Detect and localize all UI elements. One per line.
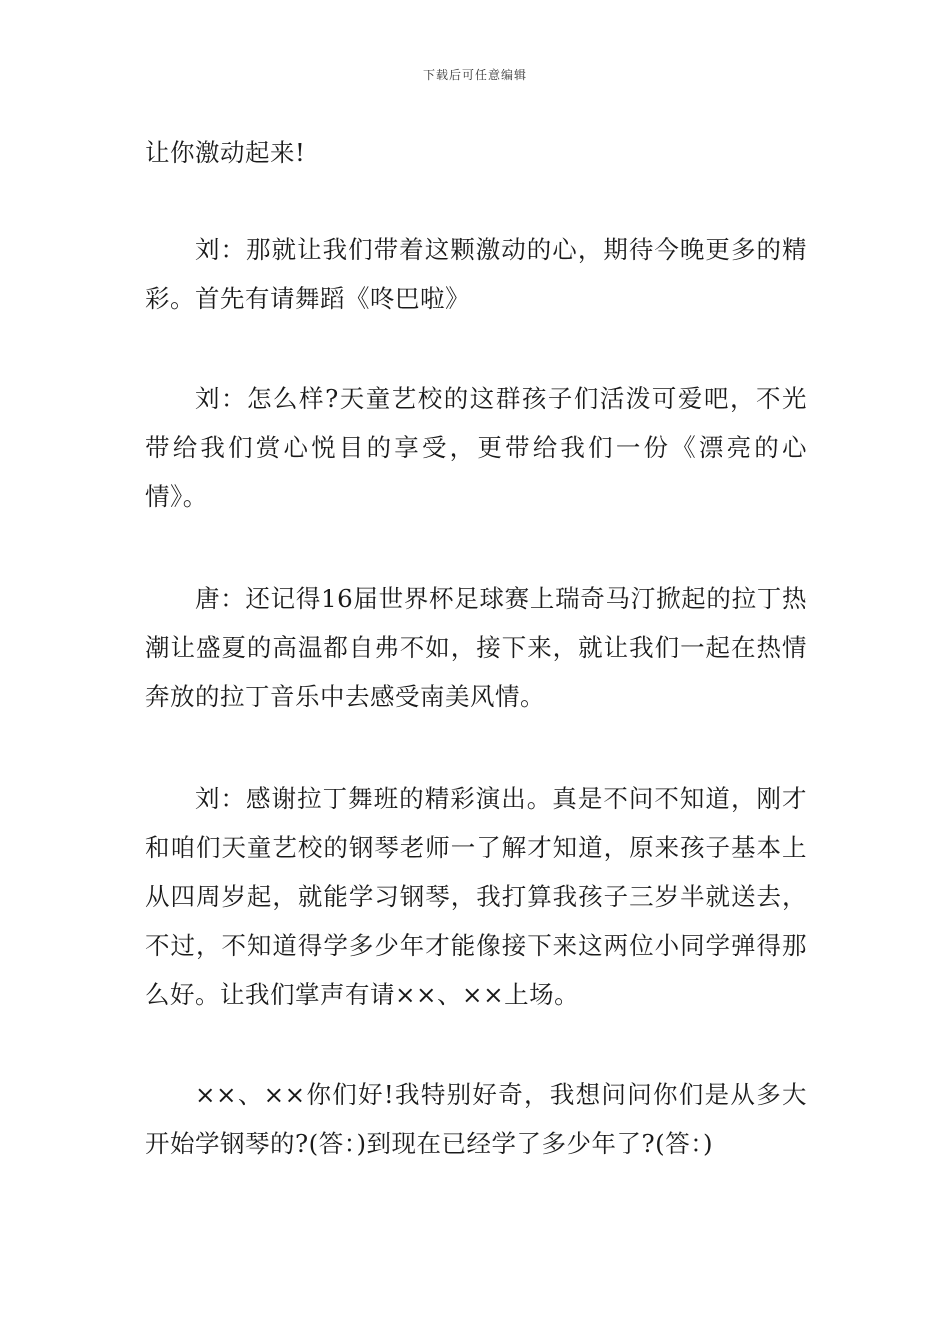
paragraph-2: 刘：那就让我们带着这颗激动的心，期待今晚更多的精彩。首先有请舞蹈《咚巴啦》 xyxy=(145,235,807,313)
page-header: 下载后可任意编辑 xyxy=(422,68,527,82)
paragraph-6: ××、××你们好!我特别好奇，我想问问你们是从多大开始学钢琴的?(答：)到现在已经学了多少年了?(答：) xyxy=(145,1080,807,1158)
paragraph-3: 刘：怎么样?天童艺校的这群孩子们活泼可爱吧，不光带给我们赏心悦目的享受，更带给我们一份《漂亮的心情》。 xyxy=(145,384,807,511)
paragraph-4: 唐：还记得16届世界杯足球赛上瑞奇马汀掀起的拉丁热潮让盛夏的高温都自弗不如，接下来，就让我们一起在热情奔放的拉丁音乐中去感受南美风情。 xyxy=(145,584,807,711)
paragraph-1: 让你激动起来! xyxy=(145,138,306,167)
paragraph-5: 刘：感谢拉丁舞班的精彩演出。真是不问不知道，刚才和咱们天童艺校的钢琴老师一了解才知道，原来孩子基本上从四周岁起，就能学习钢琴，我打算我孩子三岁半就送去，不过，不知道得学多少年才能像接下来这两位小同学弹得那么好。让我们掌声有请××、××上场。 xyxy=(145,784,807,1009)
